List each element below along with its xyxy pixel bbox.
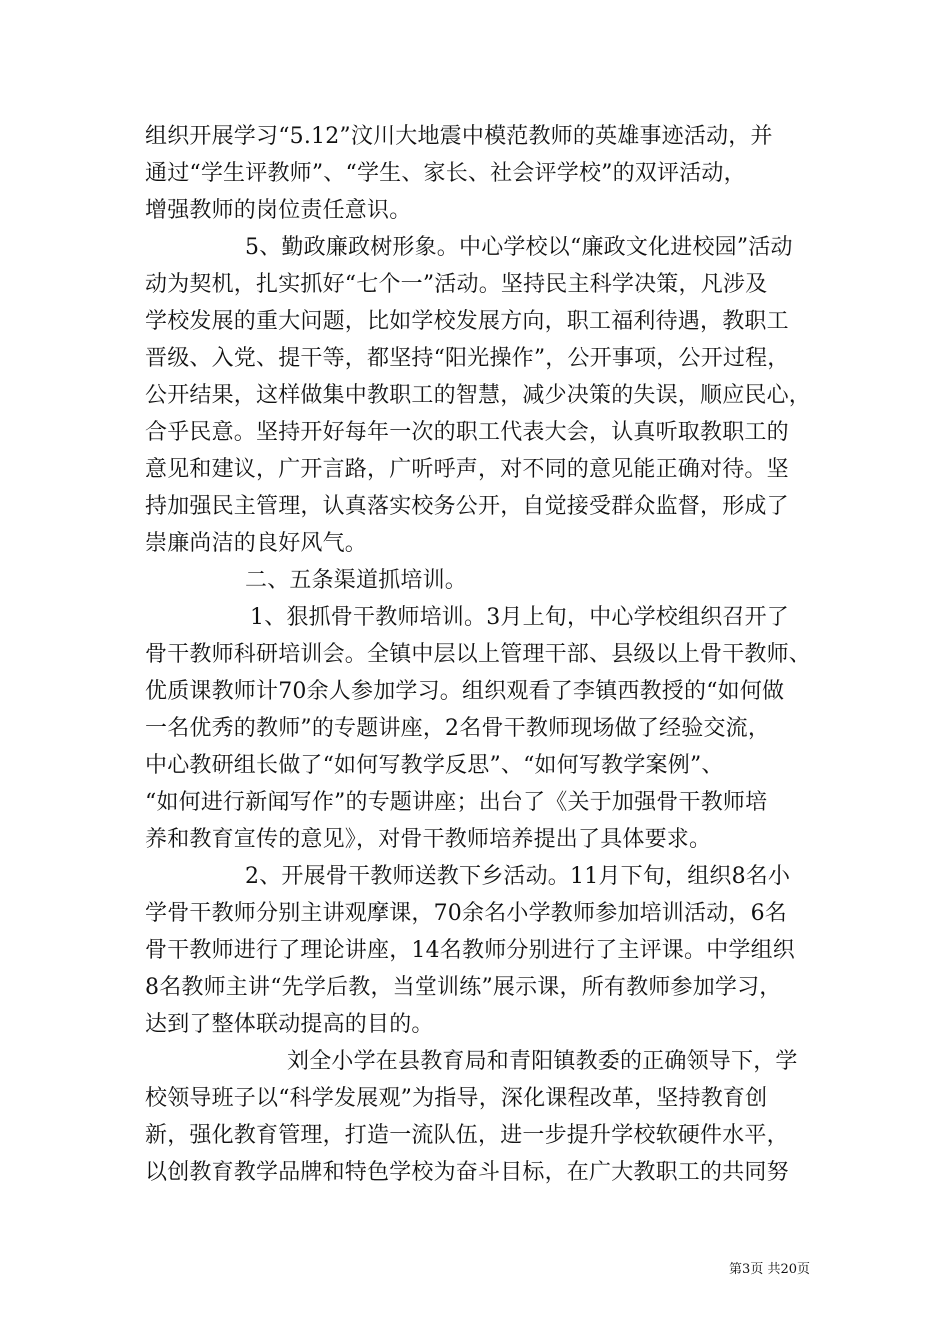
text-line: 5、勤政廉政树形象。中心学校以“廉政文化进校园”活动 xyxy=(245,235,793,260)
text-line: 1、狠抓骨干教师培训。3月上旬，中心学校组织召开了 xyxy=(250,605,789,630)
text-line: “如何进行新闻写作”的专题讲座；出台了《关于加强骨干教师培 xyxy=(145,790,768,815)
text-line: 新，强化教育管理，打造一流队伍，进一步提升学校软硬件水平， xyxy=(145,1123,789,1148)
text-line: 公开结果，这样做集中教职工的智慧，减少决策的失误，顺应民心， xyxy=(145,383,812,408)
text-line: 持加强民主管理，认真落实校务公开，自觉接受群众监督，形成了 xyxy=(145,494,789,519)
text-line: 组织开展学习“5.12”汶川大地震中模范教师的英雄事迹活动，并 xyxy=(145,124,773,149)
text-line: 2、开展骨干教师送教下乡活动。11月下旬，组织8名小 xyxy=(245,864,791,889)
text-line: 合乎民意。坚持开好每年一次的职工代表大会，认真听取教职工的 xyxy=(145,420,789,445)
text-line: 8名教师主讲“先学后教，当堂训练”展示课，所有教师参加学习， xyxy=(145,975,782,1000)
text-line: 崇廉尚洁的良好风气。 xyxy=(145,531,368,556)
text-line: 动为契机，扎实抓好“七个一”活动。坚持民主科学决策，凡涉及 xyxy=(145,272,768,297)
text-line: 一名优秀的教师”的专题讲座，2名骨干教师现场做了经验交流， xyxy=(145,716,771,741)
text-line: 学骨干教师分别主讲观摩课，70余名小学教师参加培训活动，6名 xyxy=(145,901,787,926)
text-line: 中心教研组长做了“如何写教学反思”、“如何写教学案例”、 xyxy=(145,753,724,778)
text-line: 以创教育教学品牌和特色学校为奋斗目标，在广大教职工的共同努 xyxy=(145,1160,789,1185)
text-line: 养和教育宣传的意见》，对骨干教师培养提出了具体要求。 xyxy=(145,827,712,852)
text-line: 刘全小学在县教育局和青阳镇教委的正确领导下，学 xyxy=(287,1049,798,1074)
page-number: 第3页 共20页 xyxy=(729,1262,810,1277)
section-heading: 二、五条渠道抓培训。 xyxy=(245,568,468,593)
text-line: 增强教师的岗位责任意识。 xyxy=(145,198,412,223)
text-line: 学校发展的重大问题，比如学校发展方向，职工福利待遇，教职工 xyxy=(145,309,789,334)
text-line: 晋级、入党、提干等，都坚持“阳光操作”，公开事项，公开过程， xyxy=(145,346,790,371)
text-line: 校领导班子以“科学发展观”为指导，深化课程改革，坚持教育创 xyxy=(145,1086,768,1111)
text-line: 骨干教师进行了理论讲座，14名教师分别进行了主评课。中学组织 xyxy=(145,938,795,963)
text-line: 通过“学生评教师”、“学生、家长、社会评学校”的双评活动， xyxy=(145,161,746,186)
text-line: 骨干教师科研培训会。全镇中层以上管理干部、县级以上骨干教师、 xyxy=(145,642,812,667)
text-line: 优质课教师计70余人参加学习。组织观看了李镇西教授的“如何做 xyxy=(145,679,785,704)
text-line: 意见和建议，广开言路，广听呼声，对不同的意见能正确对待。坚 xyxy=(145,457,789,482)
text-line: 达到了整体联动提高的目的。 xyxy=(145,1012,434,1037)
